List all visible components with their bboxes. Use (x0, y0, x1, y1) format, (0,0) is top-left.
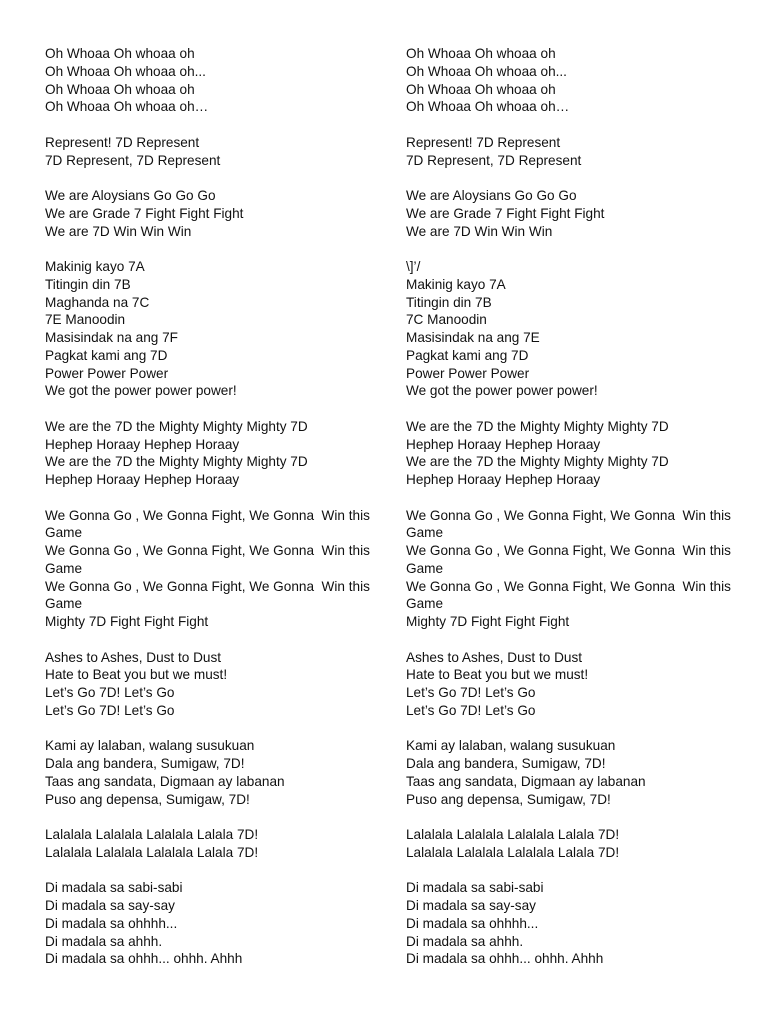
stanza (406, 826, 736, 862)
lyric-line: Oh Whoaa Oh whoaa oh (45, 46, 195, 61)
lyric-line: We got the power power power! (406, 383, 598, 399)
lyric-line: \]’/ (406, 259, 421, 274)
lyric-line: Let’s Go 7D! Let’s Go (406, 685, 536, 700)
lyric-line: Taas ang sandata, Digmaan ay labanan (45, 773, 285, 789)
lyric-line: Dala ang bandera, Sumigaw, 7D! (45, 756, 245, 771)
stanza (406, 737, 736, 808)
lyric-line: Dala ang bandera, Sumigaw, 7D! (406, 756, 606, 771)
lyric-line: We are the 7D the Mighty Mighty Mighty 7D (406, 418, 669, 434)
lyric-line: We Gonna Go , We Gonna Fight, We Gonna Win this Game (45, 578, 374, 612)
stanza (406, 258, 736, 400)
lyric-line: Di madala sa ohhhh... (406, 915, 539, 931)
lyrics-column-right (406, 45, 736, 986)
lyric-line: Lalalala Lalalala Lalalala Lalala 7D! (406, 844, 620, 860)
lyric-line: Di madala sa sabi-sabi (406, 880, 544, 896)
lyric-line: Kami ay lalaban, walang susukuan (406, 738, 616, 754)
lyric-line: 7C Manoodin (406, 312, 487, 328)
lyric-line: Maghanda na 7C (45, 294, 150, 310)
stanza (45, 134, 375, 170)
lyric-line: Puso ang depensa, Sumigaw, 7D! (45, 791, 250, 807)
lyric-line: Represent! 7D Represent (45, 134, 200, 150)
stanza (45, 507, 375, 631)
lyric-line: Puso ang depensa, Sumigaw, 7D! (406, 791, 611, 807)
lyric-line: Represent! 7D Represent (406, 134, 561, 150)
lyric-line: Lalalala Lalalala Lalalala Lalala 7D! (406, 827, 620, 842)
stanza (45, 45, 375, 116)
lyric-line: Hephep Horaay Hephep Horaay (406, 436, 601, 452)
lyric-line: Pagkat kami ang 7D (406, 347, 529, 363)
stanza (45, 879, 375, 968)
lyric-line: 7E Manoodin (45, 312, 126, 328)
lyric-line: Makinig kayo 7A (406, 276, 506, 292)
lyric-line: Titingin din 7B (45, 276, 131, 292)
stanza (45, 187, 375, 240)
lyric-line: We Gonna Go , We Gonna Fight, We Gonna Win this Game (406, 543, 735, 576)
lyric-line: Let’s Go 7D! Let’s Go (45, 702, 175, 718)
lyric-line: Di madala sa sabi-sabi (45, 880, 183, 896)
lyrics-column-left (45, 45, 375, 986)
lyric-line: Let’s Go 7D! Let’s Go (45, 685, 175, 700)
stanza (406, 507, 736, 631)
stanza (406, 649, 736, 720)
stanza (406, 134, 736, 170)
lyric-line: Hephep Horaay Hephep Horaay (45, 472, 240, 487)
lyric-line: Masisindak na ang 7F (45, 330, 178, 345)
lyric-line: Di madala sa ohhh... ohhh. Ahhh (406, 951, 604, 967)
lyric-line: We are 7D Win Win Win (406, 223, 553, 239)
lyric-line: Hephep Horaay Hephep Horaay (406, 472, 601, 487)
lyric-line: Kami ay lalaban, walang susukuan (45, 738, 255, 754)
lyric-line: Oh Whoaa Oh whoaa oh… (406, 99, 570, 115)
stanza (406, 418, 736, 489)
lyric-line: Di madala sa say-say (45, 898, 175, 913)
stanza (406, 45, 736, 116)
lyric-line: Oh Whoaa Oh whoaa oh... (45, 63, 206, 79)
lyric-line: Di madala sa ahhh. (406, 933, 524, 949)
lyric-line: We Gonna Go , We Gonna Fight, We Gonna Win this Game (45, 543, 374, 576)
lyric-line: We are the 7D the Mighty Mighty Mighty 7D (45, 418, 308, 434)
lyric-line: Di madala sa ahhh. (45, 933, 163, 949)
lyric-line: Di madala sa say-say (406, 898, 536, 913)
lyric-line: Mighty 7D Fight Fight Fight (45, 614, 209, 629)
lyric-line: Let’s Go 7D! Let’s Go (406, 702, 536, 718)
stanza (45, 826, 375, 862)
stanza (45, 258, 375, 400)
lyric-line: We Gonna Go , We Gonna Fight, We Gonna Win this Game (406, 507, 735, 541)
lyric-line: Hate to Beat you but we must! (45, 667, 228, 683)
lyric-line: Di madala sa ohhhh... (45, 915, 178, 931)
lyric-line: Ashes to Ashes, Dust to Dust (406, 649, 583, 665)
lyric-line: Titingin din 7B (406, 294, 492, 310)
lyric-line: We are the 7D the Mighty Mighty Mighty 7D (406, 454, 669, 470)
lyric-line: We are Grade 7 Fight Fight Fight (45, 205, 244, 221)
lyric-line: Hephep Horaay Hephep Horaay (45, 436, 240, 452)
lyric-line: 7D Represent, 7D Represent (406, 152, 582, 168)
lyric-line: Pagkat kami ang 7D (45, 347, 168, 363)
lyric-line: We are Aloysians Go Go Go (406, 188, 577, 203)
lyric-line: Lalalala Lalalala Lalalala Lalala 7D! (45, 844, 259, 860)
stanza (45, 737, 375, 808)
stanza (406, 879, 736, 968)
lyric-line: We are the 7D the Mighty Mighty Mighty 7D (45, 454, 308, 470)
lyric-line: Masisindak na ang 7E (406, 330, 540, 345)
lyric-line: We are Aloysians Go Go Go (45, 188, 216, 203)
lyric-line: Di madala sa ohhh... ohhh. Ahhh (45, 951, 243, 967)
stanza (45, 649, 375, 720)
lyric-line: Oh Whoaa Oh whoaa oh (406, 81, 556, 97)
stanza (45, 418, 375, 489)
lyric-line: Makinig kayo 7A (45, 259, 145, 274)
lyric-line: Hate to Beat you but we must! (406, 667, 589, 683)
lyric-line: Mighty 7D Fight Fight Fight (406, 614, 570, 629)
lyric-line: Oh Whoaa Oh whoaa oh (45, 81, 195, 97)
lyric-line: We got the power power power! (45, 383, 237, 399)
lyric-line: Oh Whoaa Oh whoaa oh... (406, 63, 567, 79)
lyric-line: Ashes to Ashes, Dust to Dust (45, 649, 222, 665)
lyric-line: 7D Represent, 7D Represent (45, 152, 221, 168)
lyric-line: We are 7D Win Win Win (45, 223, 192, 239)
lyric-line: We Gonna Go , We Gonna Fight, We Gonna Win this Game (45, 507, 374, 541)
lyric-line: Power Power Power (406, 365, 530, 381)
lyric-line: Power Power Power (45, 365, 169, 381)
lyric-line: We are Grade 7 Fight Fight Fight (406, 205, 605, 221)
lyric-line: We Gonna Go , We Gonna Fight, We Gonna Win this Game (406, 578, 735, 612)
lyric-line: Oh Whoaa Oh whoaa oh (406, 46, 556, 61)
lyric-line: Oh Whoaa Oh whoaa oh… (45, 99, 209, 115)
stanza (406, 187, 736, 240)
lyric-line: Taas ang sandata, Digmaan ay labanan (406, 773, 646, 789)
lyric-line: Lalalala Lalalala Lalalala Lalala 7D! (45, 827, 259, 842)
